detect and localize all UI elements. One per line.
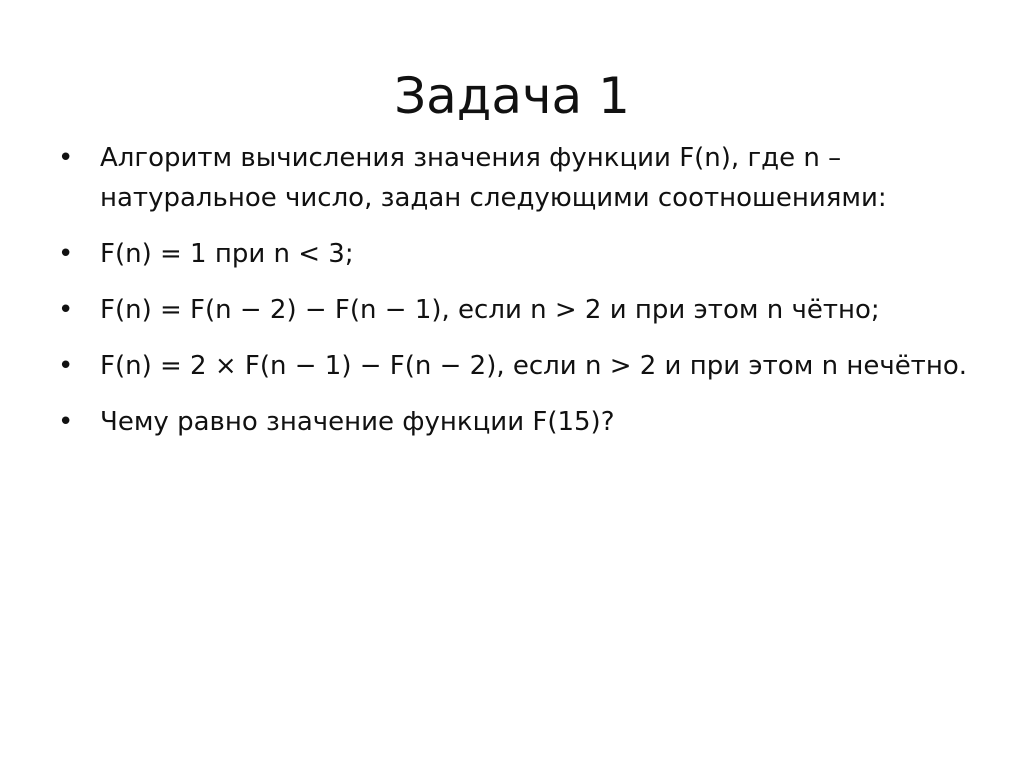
list-item <box>58 290 958 330</box>
slide-title: Задача 1 <box>394 67 630 125</box>
bullet-icon: • <box>58 351 74 381</box>
bullet-icon: • <box>58 407 74 437</box>
list-item-line: F(n) = 1 при n < 3; <box>100 239 354 269</box>
bullet-icon: • <box>58 295 74 325</box>
list-item <box>58 234 958 274</box>
list-item <box>58 138 958 218</box>
bullet-icon: • <box>58 143 74 173</box>
list-item <box>58 346 968 386</box>
list-item-line: натуральное число, задан следующими соотношениями: <box>100 183 887 213</box>
bullet-list <box>58 138 968 458</box>
list-item-line: Алгоритм вычисления значения функции F(n), где n – <box>100 143 842 173</box>
list-item-line: Чему равно значение функции F(15)? <box>100 407 615 437</box>
list-item <box>58 402 958 442</box>
bullet-icon: • <box>58 239 74 269</box>
list-item-line: F(n) = F(n − 2) − F(n − 1), если n > 2 и при этом n чётно; <box>100 295 880 325</box>
list-item-line: F(n) = 2 × F(n − 1) − F(n − 2), если n > 2 и при этом n нечётно. <box>100 351 968 381</box>
